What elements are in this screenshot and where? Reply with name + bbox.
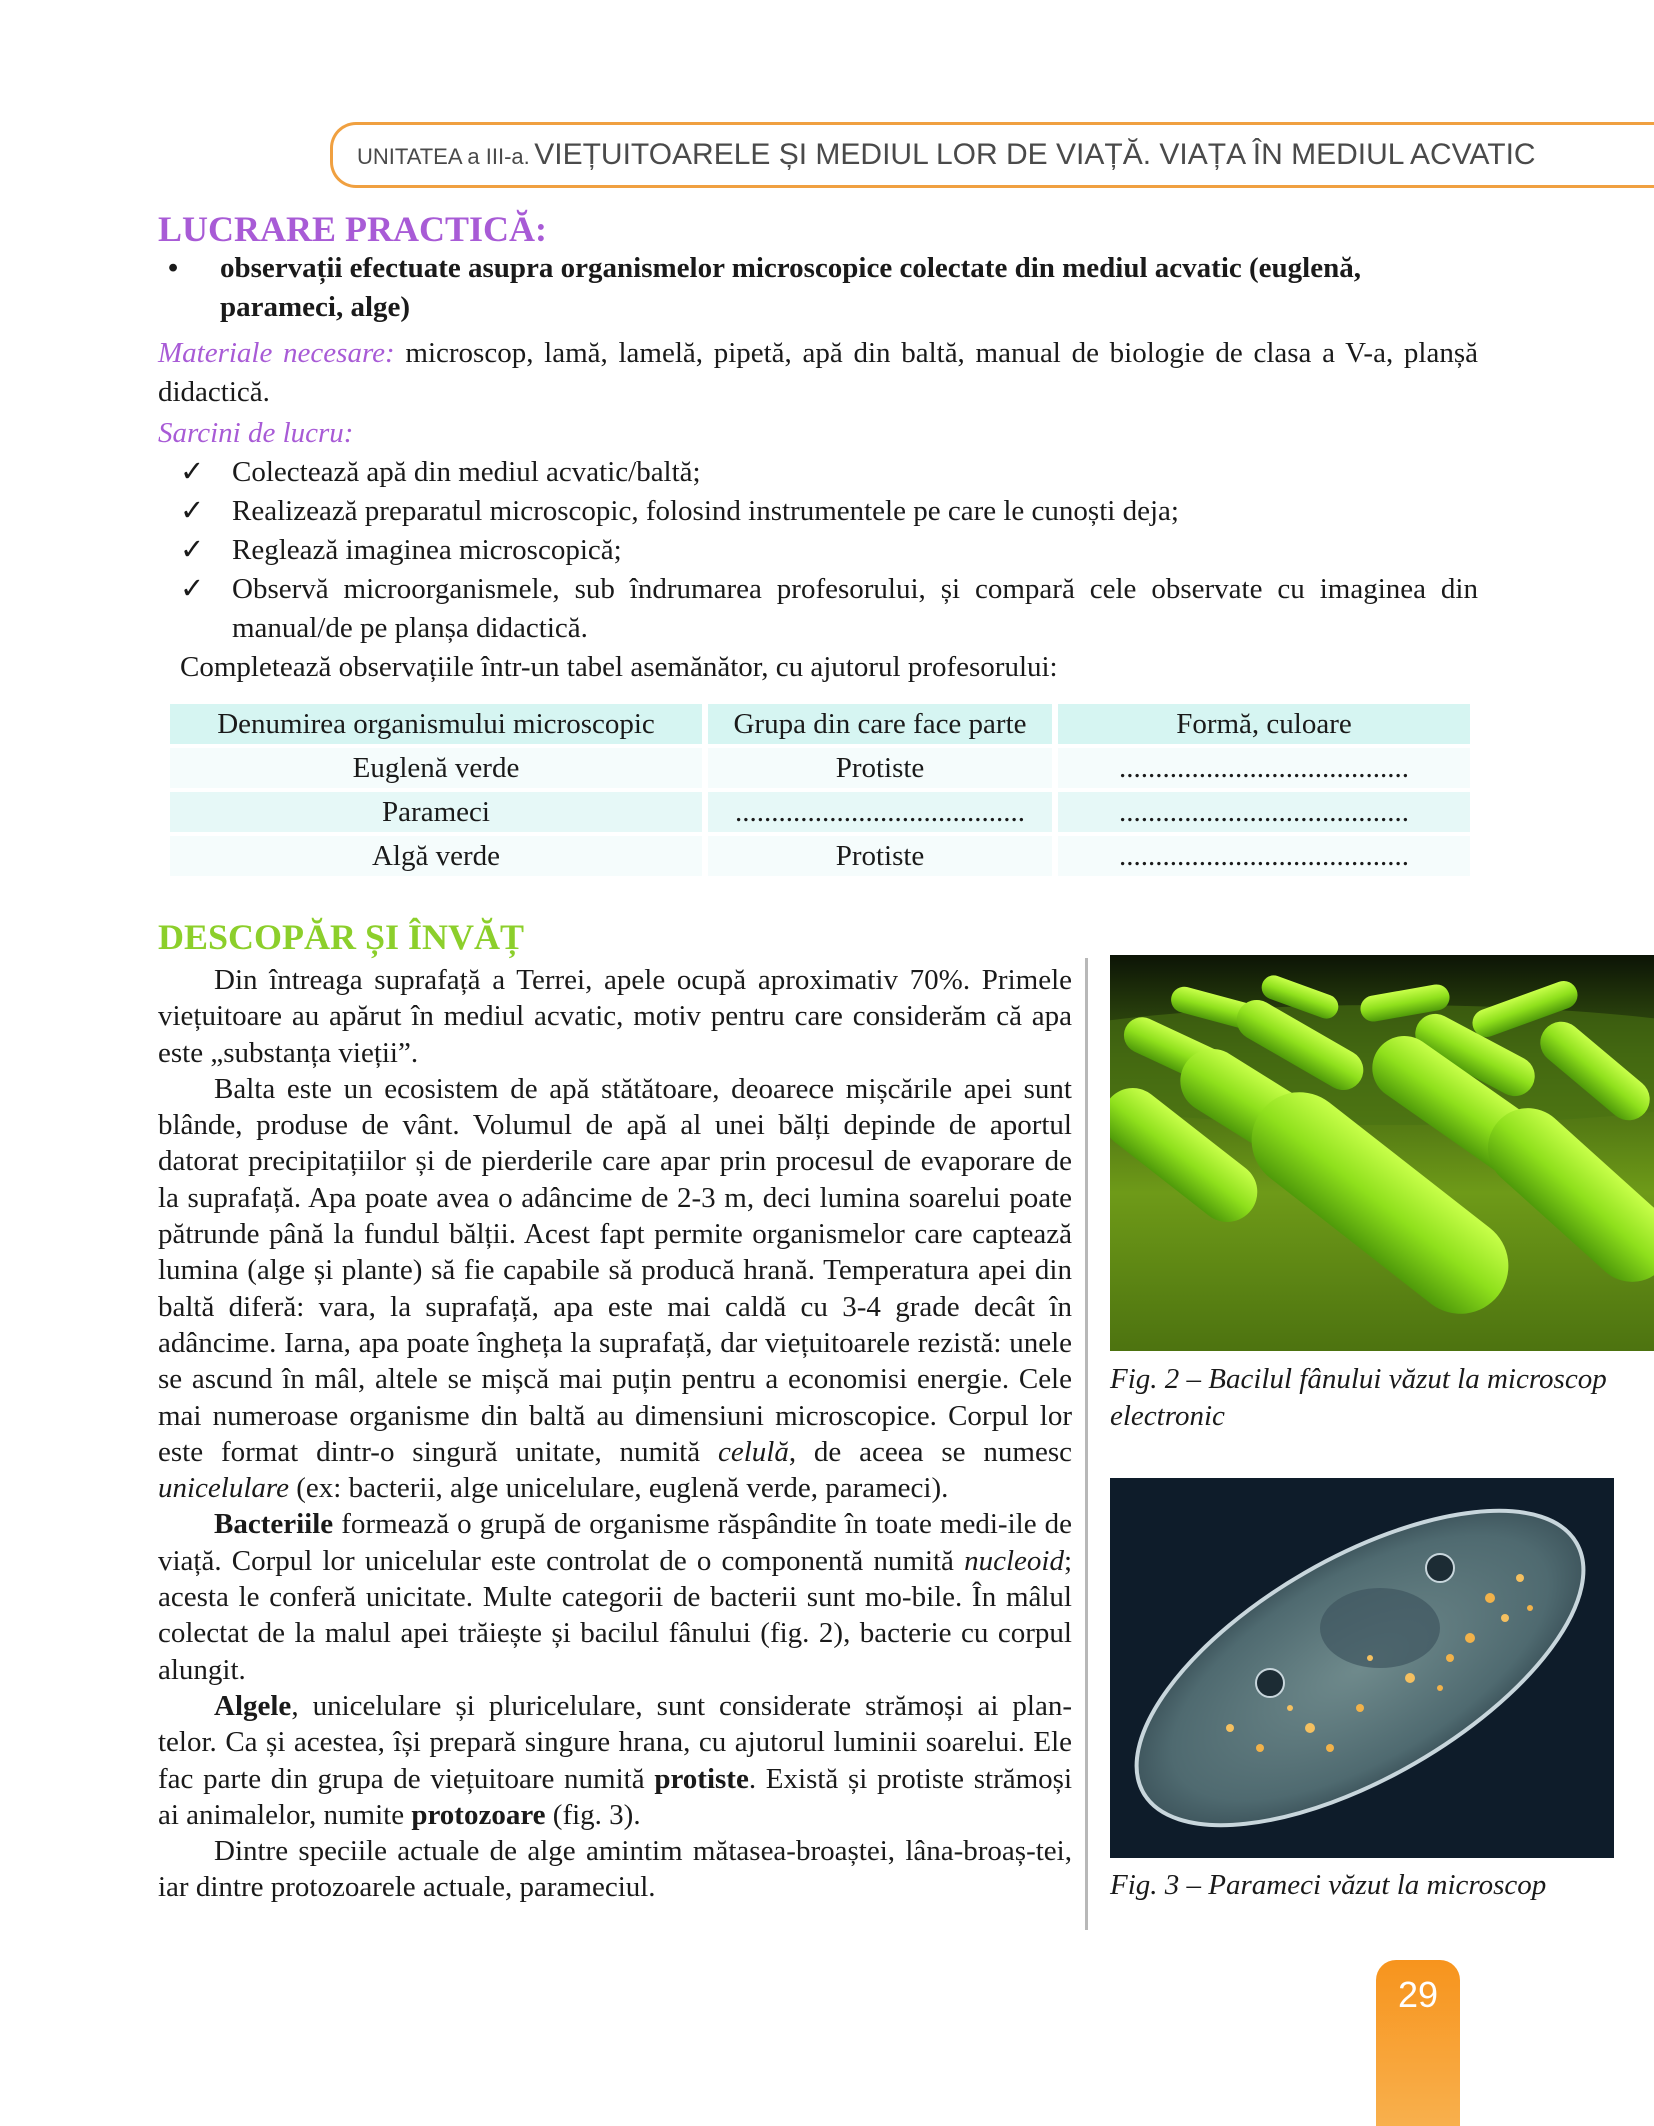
practical-bullet <box>168 249 1478 327</box>
table-row <box>170 792 1470 832</box>
task-item <box>180 492 1478 531</box>
materials-text: microscop, lamă, lamelă, pipetă, apă din baltă, manual de biologie de clasa a V-a, planșă didactică. <box>158 337 1478 408</box>
table-cell: ........................................ <box>1058 748 1470 788</box>
checkmark-icon: ✓ <box>180 534 205 566</box>
materials-label: Materiale necesare: <box>158 337 395 369</box>
figure-3-caption: Fig. 3 – Parameci văzut la microscop <box>1110 1869 1547 1901</box>
table-cell: Protiste <box>708 836 1052 876</box>
term-italic: celulă <box>717 1435 789 1468</box>
table-cell: ........................................ <box>708 792 1052 832</box>
paragraph: Din întreaga suprafață a Terrei, apele ocupă aproximativ 70%. Primele viețuitoare au apărut în mediul acvatic, motiv pentru care considerăm că apa este „substanța vieții”. <box>158 964 1072 1069</box>
page-number: 29 <box>1397 1974 1439 2015</box>
complete-instruction: Completează observațiile într-un tabel asemănător, cu ajutorul profesorului: <box>180 651 1058 683</box>
observation-table <box>164 700 1476 880</box>
term-bold: protozoare <box>411 1798 546 1831</box>
unit-header-text <box>357 138 1536 172</box>
unit-prefix: UNITATEA a III-a. <box>357 144 530 169</box>
task-text: Colectează apă din mediul acvatic/baltă; <box>232 456 701 488</box>
term-italic: unicelulare <box>158 1472 289 1505</box>
text-run: (fig. 3). <box>552 1798 641 1831</box>
text-run: formează o grupă de organisme răspândite în toate medi-ile de viață. Corpul lor unicelular este controlat de o componentă numită <box>158 1508 1073 1577</box>
table-header-row <box>170 704 1470 744</box>
task-text: Realizează preparatul microscopic, folosind instrumentele pe care le cunoști deja; <box>232 495 1179 527</box>
materials-paragraph <box>158 334 1478 412</box>
table-cell: Algă verde <box>170 836 702 876</box>
text-run: . Există și protiste strămoși ai animalelor, numite <box>158 1762 1073 1831</box>
text-run: , unicelulare și pluricelulare, sunt considerate strămoși ai plan-telor. Ca și acestea, își prepară singure hrana, cu ajutorul luminii soarelui. Ele fac parte din grupa de viețuitoare numită <box>158 1689 1072 1795</box>
text-run: , de aceea se numesc <box>788 1435 1072 1468</box>
checkmark-icon: ✓ <box>180 495 205 527</box>
task-text: Observă microorganismele, sub îndrumarea profesorului, și compară cele observate cu imaginea din manual/de pe planșa didactică. <box>232 573 1478 644</box>
term-bold: Algele <box>214 1689 292 1722</box>
column-divider <box>1085 958 1088 1930</box>
practical-bullet-text: observații efectuate asupra organismelor microscopice colectate din mediul acvatic (euglenă, parameci, alge) <box>220 252 1361 323</box>
table-header-cell: Formă, culoare <box>1058 704 1470 744</box>
tasks-label: Sarcini de lucru: <box>158 417 354 449</box>
discover-title: DESCOPĂR ȘI ÎNVĂȚ <box>158 917 525 957</box>
term-bold: Bacteriile <box>214 1508 334 1541</box>
figure-bacillus-image <box>1110 955 1654 1351</box>
paragraph <box>158 1071 1072 1507</box>
text-run: Balta este un ecosistem de apă stătătoare, deoarece mișcările apei sunt blânde, produse de vânt. Volumul de apă al unei bălți depinde de aportul datorat precipitațiilor și de pierderile care apar prin procesul de evaporare de la suprafață. Apa poate avea o adâncime de 2-3 m, deci lumina soarelui poate pătrunde până la fundul bălții. Acest fapt permite organismelor care captează lumina (alge și plante) să fie capabile să producă hrană. Temperatura apei din baltă diferă: vara, la suprafață, apa este mai caldă cu 3-4 grade decât în adâncime. Iarna, apa poate îngheța la suprafață, dar viețuitoarele rezistă: unele se ascund în mâl, altele se mișcă mai puțin pentru a economisi energie. Cele mai numeroase organisme din baltă au dimensiuni microscopice. Corpul lor este format dintr-o singură unitate, numită <box>158 1072 1072 1468</box>
text-run: ; acesta le conferă unicitate. Multe categorii de bacterii sunt mo-bile. În mâlul colectat de la malul apei trăiește și bacilul fânului (fig. 2), bacterie cu corpul alungit. <box>158 1544 1073 1686</box>
task-text: Reglează imaginea microscopică; <box>232 534 622 566</box>
checkmark-icon: ✓ <box>180 573 205 605</box>
practical-title: LUCRARE PRACTICĂ: <box>158 209 548 249</box>
term-italic: nucleoid <box>964 1544 1064 1577</box>
task-item <box>180 453 1478 492</box>
table-header-cell: Denumirea organismului microscopic <box>170 704 702 744</box>
task-item <box>180 570 1478 648</box>
checkmark-icon: ✓ <box>180 456 205 488</box>
table-row <box>170 836 1470 876</box>
bacillus-illustration <box>1110 955 1654 1351</box>
discover-text-column <box>158 962 1072 1906</box>
tasks-list <box>180 453 1478 648</box>
task-item <box>180 531 1478 570</box>
table-cell: ........................................ <box>1058 836 1470 876</box>
term-bold: protiste <box>654 1762 749 1795</box>
table-cell: Parameci <box>170 792 702 832</box>
paramecium-illustration <box>1110 1478 1614 1858</box>
table-cell: Protiste <box>708 748 1052 788</box>
page-number-tab <box>1376 1960 1460 2126</box>
table-cell: ........................................ <box>1058 792 1470 832</box>
table-header-cell: Grupa din care face parte <box>708 704 1052 744</box>
table-cell: Euglenă verde <box>170 748 702 788</box>
text-run: (ex: bacterii, alge unicelulare, euglenă verde, parameci). <box>296 1472 949 1505</box>
paragraph <box>158 1506 1072 1687</box>
unit-title: VIEȚUITOARELE ȘI MEDIUL LOR DE VIAȚĂ. VIAȚA ÎN MEDIUL ACVATIC <box>534 138 1536 171</box>
figure-2-caption: Fig. 2 – Bacilul fânului văzut la microscop electronic <box>1110 1363 1607 1432</box>
unit-header <box>330 122 1654 188</box>
figure-paramecium-image <box>1110 1478 1614 1858</box>
table-row <box>170 748 1470 788</box>
paragraph <box>158 1688 1072 1833</box>
paragraph: Dintre speciile actuale de alge amintim mătasea-broaștei, lâna-broaș-tei, iar dintre protozoarele actuale, parameciul. <box>158 1835 1072 1904</box>
bullet-dot-icon: • <box>168 252 179 284</box>
